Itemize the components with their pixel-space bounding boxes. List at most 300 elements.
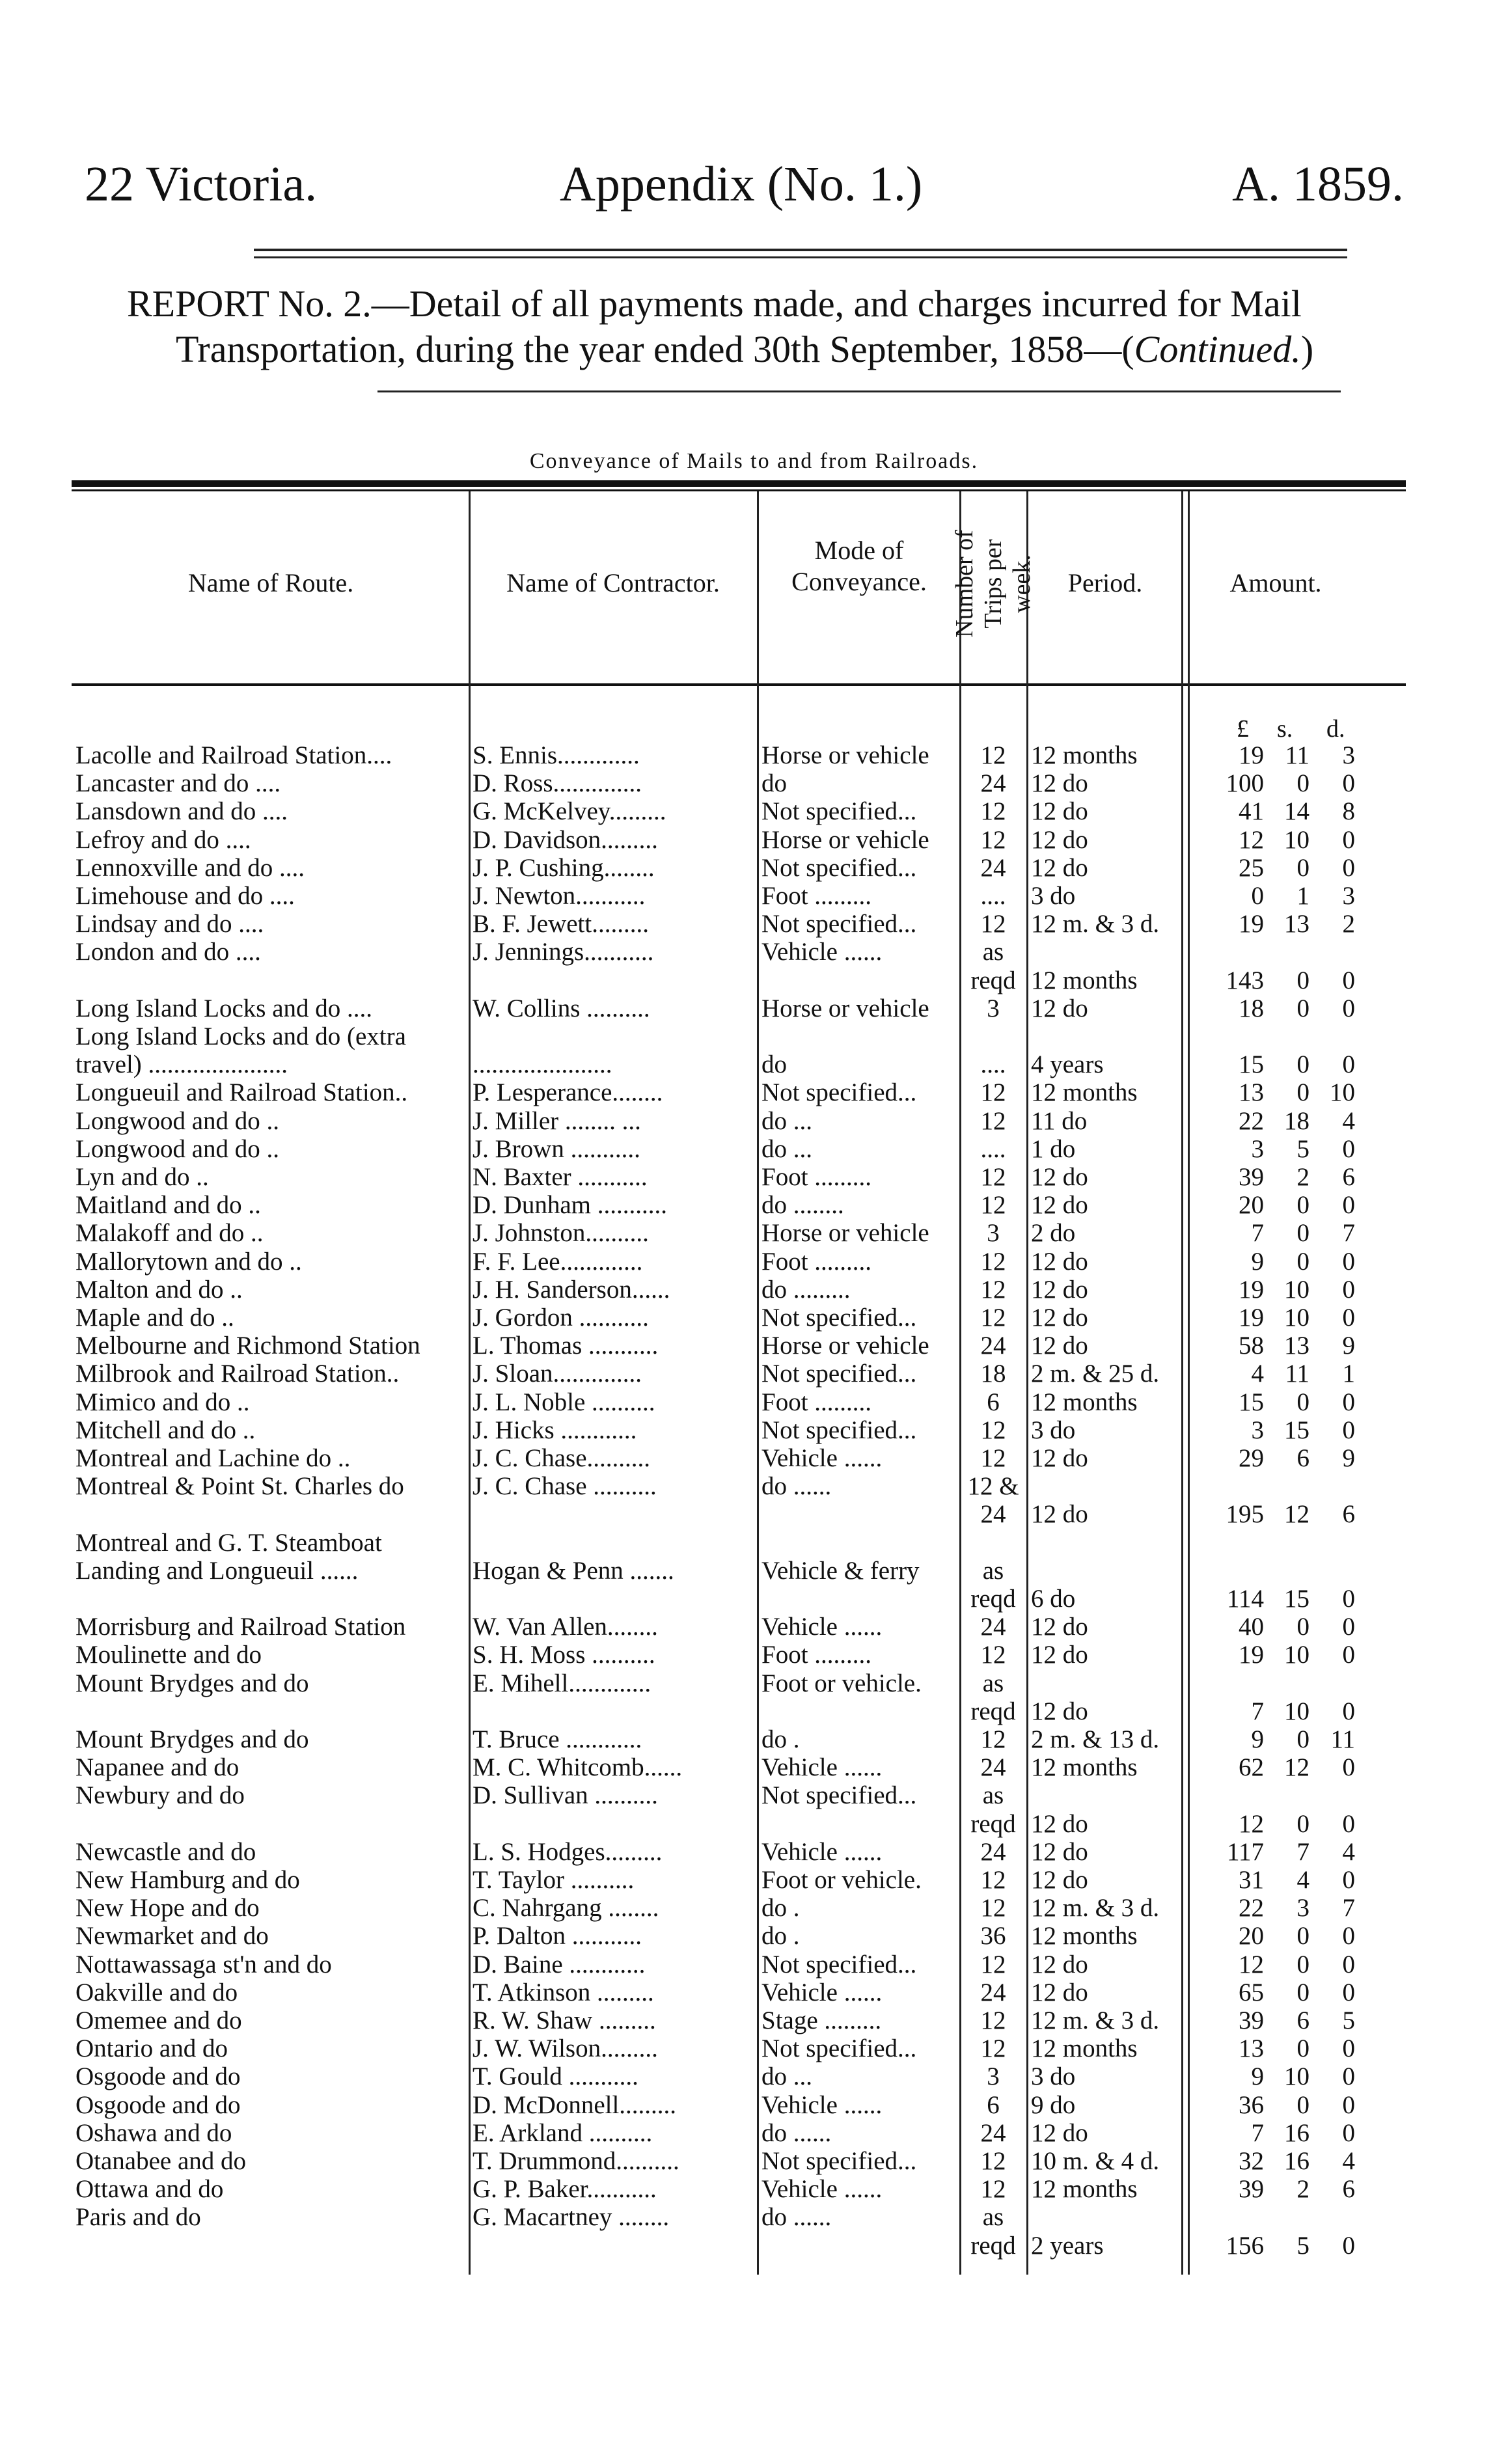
route-name: Landing and Longueuil ...... (75, 1556, 359, 1585)
table-row (0, 882, 1508, 910)
contract-period: 12 do (1031, 1613, 1088, 1641)
contract-period: 12 m. & 3 d. (1031, 910, 1160, 938)
conveyance-mode: Foot ......... (761, 1163, 872, 1191)
route-name: Mimico and do .. (75, 1388, 250, 1416)
table-row (0, 2175, 1508, 2203)
route-name: Malakoff and do .. (75, 1219, 264, 1248)
contract-period: 2 do (1031, 1219, 1076, 1248)
amount-pounds: 0 (1251, 882, 1264, 910)
contractor-name: J. Miller ........ ... (473, 1106, 641, 1135)
conveyance-mode: Vehicle ...... (761, 1753, 883, 1782)
amount-shillings: 0 (1296, 1922, 1309, 1951)
conveyance-mode: Foot or vehicle. (761, 1669, 922, 1697)
amount-pounds: 13 (1239, 2034, 1264, 2063)
route-name: Longwood and do .. (75, 1106, 280, 1135)
amount-pounds: 25 (1239, 853, 1264, 882)
table-row (0, 1500, 1508, 1528)
amount-pence: 0 (1342, 1950, 1355, 1978)
route-name: Newcastle and do (75, 1837, 256, 1866)
contract-period: 12 do (1031, 1332, 1088, 1360)
table-row (0, 1838, 1508, 1866)
amount-pounds: 19 (1239, 741, 1264, 769)
trips-per-week: 12 (980, 1950, 1006, 1978)
trips-per-week: .... (980, 1050, 1006, 1079)
contractor-name: L. S. Hodges......... (473, 1837, 663, 1866)
amount-shillings: 1 (1296, 882, 1309, 910)
conveyance-mode: Vehicle ...... (761, 1978, 883, 2006)
table-row (0, 1388, 1508, 1416)
contractor-name: E. Mihell............. (473, 1669, 651, 1697)
table-row (0, 1444, 1508, 1472)
trips-per-week: 12 (980, 1866, 1006, 1894)
table-row (0, 966, 1508, 994)
amount-pounds: 3 (1251, 1134, 1264, 1163)
route-name: Omemee and do (75, 2006, 242, 2034)
trips-per-week: as (982, 1781, 1004, 1810)
amount-pounds: 12 (1239, 1809, 1264, 1838)
trips-per-week: as (982, 1669, 1004, 1697)
amount-shillings: 6 (1296, 1444, 1309, 1472)
contract-period: 10 m. & 4 d. (1031, 2147, 1160, 2175)
amount-pounds: 41 (1239, 797, 1264, 826)
amount-pounds: 100 (1226, 769, 1264, 798)
trips-per-week: 24 (980, 2118, 1006, 2147)
unit-shillings: s. (1277, 715, 1293, 743)
route-name: Lennoxville and do .... (75, 853, 305, 882)
header-rule-top (254, 249, 1347, 251)
contract-period: 12 do (1031, 1500, 1088, 1529)
amount-pence: 3 (1342, 741, 1355, 769)
column-header-amount: Amount. (1229, 568, 1322, 597)
conveyance-mode: Not specified... (761, 1950, 917, 1978)
amount-shillings: 0 (1296, 966, 1309, 994)
column-header-contractor: Name of Contractor. (506, 568, 720, 597)
conveyance-mode: do ......... (761, 1275, 851, 1304)
route-name: Nottawassaga st'n and do (75, 1950, 332, 1978)
unit-pence: d. (1326, 715, 1345, 743)
amount-shillings: 6 (1296, 2006, 1309, 2034)
contractor-name: J. Hicks ............ (473, 1416, 637, 1444)
table-row (0, 1725, 1508, 1753)
amount-pence: 0 (1342, 1416, 1355, 1444)
contract-period: 12 months (1031, 1753, 1138, 1782)
route-name: Lancaster and do .... (75, 769, 281, 798)
conveyance-mode: Not specified... (761, 2147, 917, 2175)
trips-per-week: 3 (987, 994, 1000, 1022)
trips-per-week: 24 (980, 769, 1006, 798)
amount-pence: 0 (1342, 1134, 1355, 1163)
table-row (0, 1276, 1508, 1304)
table-row (0, 1022, 1508, 1050)
table-row (0, 1248, 1508, 1276)
trips-per-week: reqd (970, 1585, 1016, 1613)
amount-shillings: 0 (1296, 1219, 1309, 1248)
amount-pence: 6 (1342, 1163, 1355, 1191)
conveyance-mode: Horse or vehicle (761, 1332, 929, 1360)
contractor-name: J. W. Wilson......... (473, 2034, 658, 2063)
amount-shillings: 0 (1296, 1725, 1309, 1753)
amount-shillings: 10 (1284, 1275, 1309, 1304)
contractor-name: T. Gould ........... (473, 2062, 638, 2091)
table-row (0, 797, 1508, 825)
amount-shillings: 5 (1296, 1134, 1309, 1163)
amount-pounds: 7 (1251, 2118, 1264, 2147)
amount-shillings: 11 (1285, 741, 1309, 769)
amount-shillings: 0 (1296, 1078, 1309, 1107)
amount-shillings: 10 (1284, 825, 1309, 854)
conveyance-mode: Not specified... (761, 910, 917, 938)
amount-pounds: 20 (1239, 1191, 1264, 1220)
table-row (0, 1472, 1508, 1500)
contract-period: 12 do (1031, 1866, 1088, 1894)
unit-pounds: £ (1237, 715, 1249, 743)
section-subtitle: Conveyance of Mails to and from Railroads. (529, 449, 979, 473)
route-name: Mount Brydges and do (75, 1725, 309, 1753)
trips-per-week: 12 (980, 1894, 1006, 1923)
conveyance-mode: do . (761, 1725, 800, 1753)
trips-per-week: 12 (980, 910, 1006, 938)
contractor-name: W. Van Allen........ (473, 1613, 658, 1641)
table-row (0, 1697, 1508, 1725)
amount-shillings: 4 (1296, 1866, 1309, 1894)
route-name: Mount Brydges and do (75, 1669, 309, 1697)
contract-period: 3 do (1031, 2062, 1076, 2091)
route-name: Maitland and do .. (75, 1191, 261, 1220)
amount-pounds: 58 (1239, 1332, 1264, 1360)
contractor-name: E. Arkland .......... (473, 2118, 653, 2147)
amount-pence: 8 (1342, 797, 1355, 826)
route-name: Osgoode and do (75, 2062, 241, 2091)
trips-per-week: 12 (980, 825, 1006, 854)
report-title-line2-close: ) (1300, 328, 1314, 370)
contract-period: 12 months (1031, 1922, 1138, 1951)
contractor-name: J. H. Sanderson...... (473, 1275, 670, 1304)
report-title-continued: Continued. (1134, 328, 1301, 370)
contract-period: 12 do (1031, 1247, 1088, 1276)
contractor-name: G. Macartney ........ (473, 2203, 670, 2232)
conveyance-mode: do ...... (761, 2203, 832, 2232)
amount-shillings: 0 (1296, 2090, 1309, 2119)
conveyance-mode: Not specified... (761, 1781, 917, 1810)
trips-per-week: 12 (980, 1725, 1006, 1753)
route-name: Oshawa and do (75, 2118, 232, 2147)
conveyance-mode: Horse or vehicle (761, 741, 929, 769)
amount-shillings: 13 (1284, 910, 1309, 938)
contract-period: 12 do (1031, 1444, 1088, 1472)
amount-shillings: 0 (1296, 1978, 1309, 2006)
contract-period: 12 do (1031, 1304, 1088, 1332)
contractor-name: J. C. Chase.......... (473, 1444, 650, 1472)
conveyance-mode: do ...... (761, 2118, 832, 2147)
table-row (0, 1191, 1508, 1219)
route-name: Maple and do .. (75, 1304, 234, 1332)
amount-pence: 0 (1342, 2062, 1355, 2091)
amount-shillings: 16 (1284, 2147, 1309, 2175)
conveyance-mode: do ... (761, 1134, 812, 1163)
route-name: Longueuil and Railroad Station.. (75, 1078, 408, 1107)
contractor-name: S. H. Moss .......... (473, 1641, 655, 1669)
trips-per-week: 36 (980, 1922, 1006, 1951)
trips-per-week: 24 (980, 1332, 1006, 1360)
contractor-name: W. Collins .......... (473, 994, 650, 1022)
table-row (0, 1613, 1508, 1641)
route-name: Lyn and do .. (75, 1163, 209, 1191)
amount-pence: 0 (1342, 994, 1355, 1022)
contractor-name: G. McKelvey......... (473, 797, 666, 826)
amount-pence: 0 (1342, 1978, 1355, 2006)
route-name: Lefroy and do .... (75, 825, 251, 854)
route-name: Moulinette and do (75, 1641, 262, 1669)
contractor-name: G. P. Baker........... (473, 2175, 657, 2204)
table-row (0, 1360, 1508, 1388)
header-session: 22 Victoria. (85, 157, 318, 212)
conveyance-mode: do . (761, 1894, 800, 1923)
conveyance-mode: Foot ......... (761, 1388, 872, 1416)
table-row (0, 1866, 1508, 1894)
amount-shillings: 12 (1284, 1500, 1309, 1529)
route-name: Ottawa and do (75, 2175, 224, 2204)
trips-per-week: 24 (980, 1753, 1006, 1782)
report-title-line2 (127, 327, 1383, 372)
route-name: Longwood and do .. (75, 1134, 280, 1163)
amount-pence: 0 (1342, 825, 1355, 854)
trips-per-week: 12 & (967, 1472, 1019, 1501)
trips-per-week: 3 (987, 1219, 1000, 1248)
contractor-name: D. Ross.............. (473, 769, 642, 798)
amount-pence: 9 (1342, 1444, 1355, 1472)
contractor-name: D. Davidson......... (473, 825, 658, 854)
trips-per-week: as (982, 2203, 1004, 2232)
contract-period: 11 do (1031, 1106, 1088, 1135)
conveyance-mode: Not specified... (761, 2034, 917, 2063)
amount-pence: 0 (1342, 2034, 1355, 2063)
conveyance-mode: Horse or vehicle (761, 825, 929, 854)
contractor-name: Hogan & Penn ....... (473, 1556, 674, 1585)
route-name: Malton and do .. (75, 1275, 243, 1304)
amount-shillings: 7 (1296, 1837, 1309, 1866)
table-row (0, 1951, 1508, 1978)
contractor-name: ...................... (473, 1050, 612, 1079)
table-row (0, 1922, 1508, 1950)
route-name: Otanabee and do (75, 2147, 247, 2175)
amount-shillings: 5 (1296, 2231, 1309, 2260)
amount-shillings: 0 (1296, 1613, 1309, 1641)
table-row (0, 1304, 1508, 1332)
amount-pounds: 39 (1239, 2006, 1264, 2034)
amount-pence: 0 (1342, 1922, 1355, 1951)
table-row (0, 1219, 1508, 1247)
contract-period: 12 months (1031, 2175, 1138, 2204)
conveyance-mode: Foot ......... (761, 1247, 872, 1276)
route-name: Newbury and do (75, 1781, 245, 1810)
amount-pounds: 18 (1239, 994, 1264, 1022)
contract-period: 12 do (1031, 1837, 1088, 1866)
table-row (0, 1978, 1508, 2006)
contractor-name: S. Ennis............. (473, 741, 640, 769)
amount-shillings: 3 (1296, 1894, 1309, 1923)
amount-pence: 0 (1342, 1753, 1355, 1782)
amount-shillings: 2 (1296, 1163, 1309, 1191)
amount-pounds: 143 (1226, 966, 1264, 994)
amount-pounds: 4 (1251, 1360, 1264, 1388)
conveyance-mode: Vehicle ...... (761, 938, 883, 966)
table-row (0, 2006, 1508, 2034)
conveyance-mode: do . (761, 1922, 800, 1951)
contractor-name: J. Sloan.............. (473, 1360, 642, 1388)
contract-period: 2 years (1031, 2231, 1104, 2260)
amount-pence: 0 (1342, 1866, 1355, 1894)
table-top-rule-thin (72, 489, 1406, 491)
amount-pence: 10 (1330, 1078, 1355, 1107)
amount-pounds: 7 (1251, 1219, 1264, 1248)
amount-pence: 3 (1342, 882, 1355, 910)
amount-pounds: 117 (1226, 1837, 1264, 1866)
trips-per-week: 12 (980, 2147, 1006, 2175)
route-name: travel) ...................... (75, 1050, 288, 1079)
amount-shillings: 18 (1284, 1106, 1309, 1135)
amount-shillings: 0 (1296, 994, 1309, 1022)
table-row (0, 826, 1508, 854)
route-name: Montreal & Point St. Charles do (75, 1472, 404, 1501)
trips-per-week: 12 (980, 1163, 1006, 1191)
conveyance-mode: do ........ (761, 1191, 844, 1220)
table-row (0, 1669, 1508, 1697)
amount-shillings: 15 (1284, 1416, 1309, 1444)
amount-pounds: 40 (1239, 1613, 1264, 1641)
conveyance-mode: Vehicle ...... (761, 1837, 883, 1866)
trips-per-week: 24 (980, 1500, 1006, 1529)
trips-per-week: 12 (980, 2034, 1006, 2063)
table-header-rule (72, 683, 1406, 686)
contract-period: 1 do (1031, 1134, 1076, 1163)
contract-period: 12 do (1031, 1191, 1088, 1220)
route-name: Oakville and do (75, 1978, 238, 2006)
route-name: Lansdown and do .... (75, 797, 288, 826)
route-name: Long Island Locks and do (extra (75, 1022, 406, 1050)
amount-pence: 0 (1342, 2231, 1355, 2260)
amount-pounds: 20 (1239, 1922, 1264, 1951)
amount-pounds: 15 (1239, 1050, 1264, 1079)
table-row (0, 994, 1508, 1022)
contractor-name: J. P. Cushing........ (473, 853, 655, 882)
amount-shillings: 13 (1284, 1332, 1309, 1360)
amount-pence: 7 (1342, 1219, 1355, 1248)
route-name: Napanee and do (75, 1753, 240, 1782)
amount-pence: 0 (1342, 1050, 1355, 1079)
contractor-name: N. Baxter ........... (473, 1163, 648, 1191)
table-row (0, 1557, 1508, 1585)
route-name: Lacolle and Railroad Station.... (75, 741, 392, 769)
trips-per-week: 24 (980, 1978, 1006, 2006)
route-name: London and do .... (75, 938, 261, 966)
report-title-line2-text: Transportation, during the year ended 30th September, 1858—( (176, 328, 1134, 370)
header-appendix: Appendix (No. 1.) (560, 157, 923, 212)
contractor-name: T. Atkinson ......... (473, 1978, 654, 2006)
trips-per-week: 12 (980, 1416, 1006, 1444)
table-row (0, 2091, 1508, 2119)
table-row (0, 1078, 1508, 1106)
table-row (0, 1107, 1508, 1135)
contract-period: 12 do (1031, 1697, 1088, 1725)
column-header-trips-text: Number of Trips per week. (951, 530, 1035, 638)
amount-pence: 5 (1342, 2006, 1355, 2034)
contractor-name: P. Lesperance........ (473, 1078, 663, 1107)
amount-pounds: 9 (1251, 2062, 1264, 2091)
amount-shillings: 11 (1285, 1360, 1309, 1388)
amount-pounds: 22 (1239, 1894, 1264, 1923)
trips-per-week: as (982, 938, 1004, 966)
conveyance-mode: Not specified... (761, 1416, 917, 1444)
amount-pence: 4 (1342, 1106, 1355, 1135)
contract-period: 12 do (1031, 1809, 1088, 1838)
trips-per-week: reqd (970, 1809, 1016, 1838)
amount-shillings: 0 (1296, 1050, 1309, 1079)
column-header-route: Name of Route. (187, 568, 354, 597)
contractor-name: J. Gordon ........... (473, 1304, 649, 1332)
conveyance-mode: Not specified... (761, 853, 917, 882)
conveyance-mode: Vehicle ...... (761, 2090, 883, 2119)
trips-per-week: 3 (987, 2062, 1000, 2091)
conveyance-mode: Not specified... (761, 1360, 917, 1388)
amount-shillings: 0 (1296, 2034, 1309, 2063)
contract-period: 12 do (1031, 994, 1088, 1022)
table-row (0, 1585, 1508, 1613)
amount-pounds: 195 (1226, 1500, 1264, 1529)
contractor-name: T. Taylor .......... (473, 1866, 635, 1894)
amount-pence: 4 (1342, 1837, 1355, 1866)
conveyance-mode: Foot ......... (761, 882, 872, 910)
amount-pounds: 12 (1239, 1950, 1264, 1978)
amount-shillings: 10 (1284, 1697, 1309, 1725)
amount-pounds: 36 (1239, 2090, 1264, 2119)
amount-pounds: 3 (1251, 1416, 1264, 1444)
contractor-name: J. C. Chase .......... (473, 1472, 657, 1501)
amount-pence: 0 (1342, 1585, 1355, 1613)
table-row (0, 1641, 1508, 1669)
table-row (0, 1529, 1508, 1557)
contract-period: 12 do (1031, 1163, 1088, 1191)
table-row (0, 1050, 1508, 1078)
amount-pence: 2 (1342, 910, 1355, 938)
amount-pence: 0 (1342, 1613, 1355, 1641)
contractor-name: J. Brown ........... (473, 1134, 640, 1163)
route-name: Montreal and Lachine do .. (75, 1444, 351, 1472)
trips-per-week: 12 (980, 741, 1006, 769)
contract-period: 12 months (1031, 2034, 1138, 2063)
amount-shillings: 10 (1284, 2062, 1309, 2091)
table-row (0, 1781, 1508, 1809)
column-header-period: Period. (1067, 568, 1143, 597)
amount-shillings: 14 (1284, 797, 1309, 826)
amount-pence: 0 (1342, 853, 1355, 882)
contractor-name: D. Sullivan .......... (473, 1781, 658, 1810)
conveyance-mode: Foot ......... (761, 1641, 872, 1669)
amount-pounds: 19 (1239, 1275, 1264, 1304)
route-name: New Hope and do (75, 1894, 260, 1923)
contractor-name: D. McDonnell......... (473, 2090, 677, 2119)
contract-period: 4 years (1031, 1050, 1104, 1079)
contract-period: 12 do (1031, 1275, 1088, 1304)
amount-pounds: 29 (1239, 1444, 1264, 1472)
contract-period: 3 do (1031, 1416, 1076, 1444)
amount-shillings: 2 (1296, 2175, 1309, 2204)
table-row (0, 2034, 1508, 2062)
amount-pence: 0 (1342, 1247, 1355, 1276)
conveyance-mode: Vehicle & ferry (761, 1556, 920, 1585)
table-row (0, 769, 1508, 797)
trips-per-week: as (982, 1556, 1004, 1585)
route-name: Long Island Locks and do .... (75, 994, 373, 1022)
